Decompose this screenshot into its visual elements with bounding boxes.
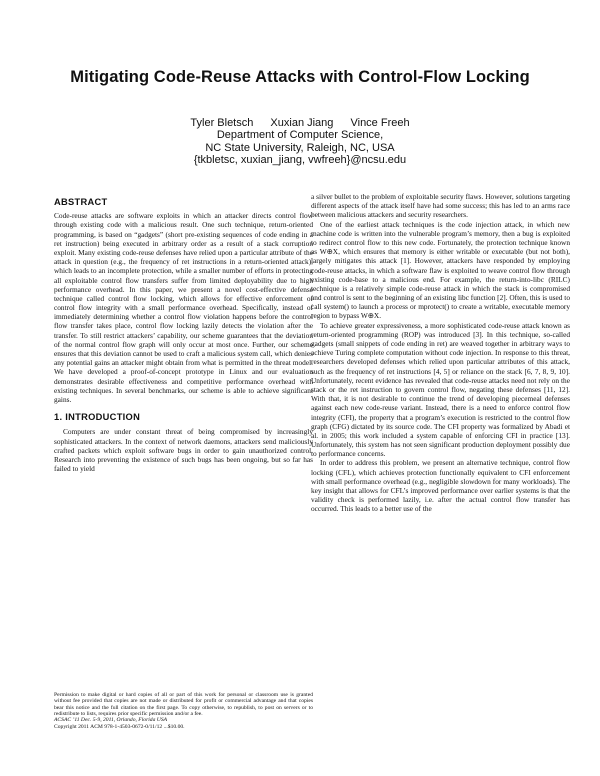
intro-paragraph: Computers are under constant threat of being compromised by increasingly sophisticated attackers. In the context of network daemons, attackers send maliciously crafted packets which exploit software bugs in order to gain unauthorized control. Research into preventing the existence of such bugs has been ongoing, but so far has failed to yield: [54, 427, 313, 474]
affiliation-department: Department of Computer Science,: [216, 129, 384, 142]
author-name: Vince Freeh: [350, 117, 410, 129]
paper-title: Mitigating Code-Reuse Attacks with Control-Flow Locking: [70, 68, 530, 86]
affiliation-university: NC State University, Raleigh, NC, USA: [205, 141, 395, 154]
author-name: Tyler Bletsch: [190, 117, 254, 129]
introduction-heading: 1. INTRODUCTION: [54, 412, 141, 423]
intro-paragraph: In order to address this problem, we present an alternative technique, control flow locking (CFL), which achieves protection functionally equivalent to CFI enforcement with small performance overhead (e.g., negligible slowdown for many workloads). The key insight that allows for CFL’s improved performance over earlier systems is that the validity check is performed lazily, i.e. after the actual control flow transfer has occurred. This leads to a better use of the: [311, 458, 570, 514]
abstract-text: Code-reuse attacks are software exploits in which an attacker directs control flow through existing code with a malicious result. One such technique, return-oriented programming, is based on “gadgets” (short pre-existing sequences of code ending in a ret instruction) being executed in arbitrary order as a result of a stack corruption exploit. Many existing code-reuse defenses have relied upon a particular attribute of the attack in question (e.g., the frequency of ret instructions in a return-oriented attack), which leads to an incomplete protection, while a smaller number of efforts in protecting all exploitable control flow transfers suffer from limited deployability due to high performance overhead. In this paper, we present a novel cost-effective defense technique called control flow locking, which allows for effective enforcement of control flow integrity with a small performance overhead. Specifically, instead of immediately determining whether a control flow violation happens before the control flow transfer takes place, control flow locking lazily detects the violation after the transfer. To still restrict attackers’ capability, our scheme guarantees that the deviation of the normal control flow graph will only occur at most once. Further, our scheme ensures that this deviation cannot be used to craft a malicious system call, which denies any potential gains an attacker might obtain from what is permitted in the threat model. We have developed a proof-of-concept prototype in Linux and our evaluation demonstrates desirable effectiveness and competitive performance overhead with existing techniques. In several benchmarks, our scheme is able to achieve significant gains.: [54, 211, 313, 404]
author-names: [0, 117, 600, 129]
permission-footnote: [54, 692, 313, 730]
author-name: Xuxian Jiang: [270, 117, 334, 129]
intro-paragraph: One of the earliest attack techniques is the code injection attack, in which new machine code is written into the vulnerable program’s memory, then a bug is exploited to redirect control flow to this new code. Fortunately, the protection technique known as W⊕X, which ensures that memory is either writable or executable (but not both), largely mitigates this attack [1]. However, attackers have responded by employing code-reuse attacks, in which a software flaw is exploited to weave control flow through existing code-base to a malicious end. For example, the return-into-libc (RILC) technique is a relatively simple code-reuse attack in which the stack is compromised and control is sent to the beginning of an existing libc function [2]. Often, this is used to call system() to launch a process or mprotect() to create a writable, executable memory region to bypass W⊕X.: [311, 219, 570, 321]
author-block: [0, 117, 600, 167]
permission-text: Permission to make digital or hard copies of all or part of this work for personal or classroom use is granted without fee provided that copies are not made or distributed for profit or commercial advantage and that copies bear this notice and the full citation on the first page. To copy otherwise, to republish, to post on servers or to redistribute to lists, requires prior specific permission and/or a fee.: [54, 692, 313, 718]
conference-info: ACSAC ’11 Dec. 5-9, 2011, Orlando, Florida USA: [54, 717, 168, 724]
left-column: [54, 198, 313, 473]
copyright-line: Copyright 2011 ACM 978-1-4503-0672-0/11/12 ...$10.00.: [54, 723, 185, 730]
abstract-heading: ABSTRACT: [54, 197, 108, 207]
author-emails: {tkbletsc, xuxian_jiang, vwfreeh}@ncsu.edu: [193, 154, 407, 167]
right-column: [311, 192, 570, 514]
intro-paragraph-continued: a silver bullet to the problem of exploitable security flaws. However, solutions targeting different aspects of the attack itself have had some success; this has led to an arms race between malicious attackers and security researchers.: [311, 192, 570, 220]
intro-paragraph: To achieve greater expressiveness, a more sophisticated code-reuse attack known as return-oriented programming (ROP) was introduced [3]. In this technique, so-called gadgets (small snippets of code ending in ret) are weaved together in arbitrary ways to achieve Turing complete computation without code injection. In response to this threat, researchers developed defenses which relied upon particular attributes of this attack, such as the frequency of ret instructions [4, 5] or reliance on the stack [6, 7, 8, 9, 10]. Unfortunately, recent evidence has revealed that code-reuse attacks need not rely on the stack or the ret instruction to govern control flow, negating these defenses [11, 12]. With that, it is not desirable to continue the trend of developing piecemeal defenses against each new code-reuse variant. Instead, there is a need to enforce control flow integrity (CFI), the property that a program’s execution is restricted to the control flow graph (CFG) dictated by its source code. The CFI property was formalized by Abadi et al. in 2005; this work included a system capable of enforcing CFI in practice [13]. Unfortunately, this system has not seen significant production deployment possibly due to performance concerns.: [311, 320, 570, 459]
